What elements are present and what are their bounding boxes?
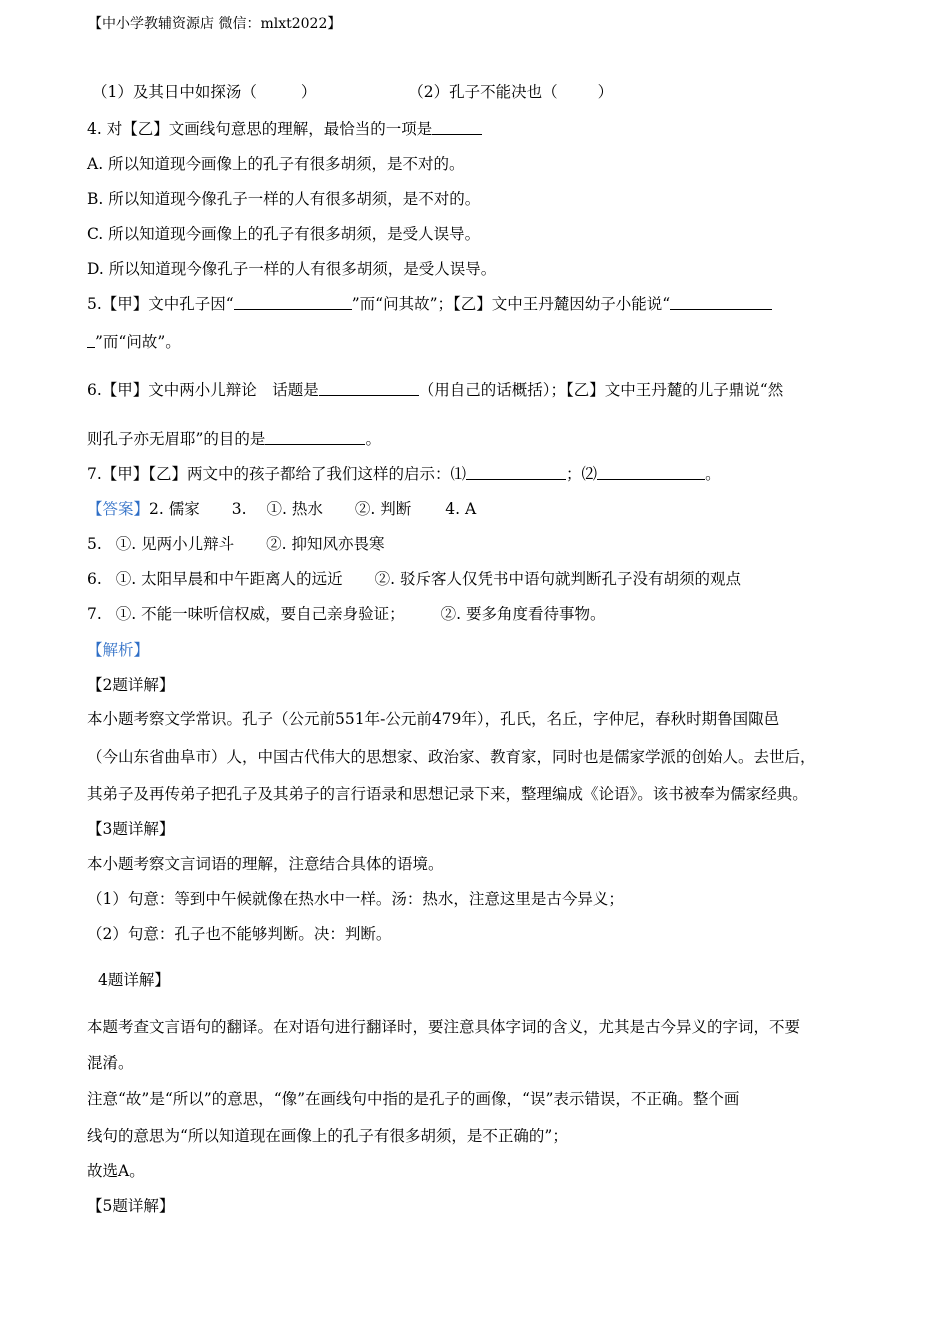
- q2-detail-line: 其弟子及再传弟子把孔子及其弟子的言行语录和思想记录下来，整理编成《论语》。该书被奉为儒家经典。: [87, 785, 808, 803]
- answer-blank: [234, 294, 352, 310]
- answer-tag: 【答案】: [87, 500, 150, 518]
- q5-line-2: ”而“问故”。: [87, 332, 181, 352]
- answer-blank: [670, 294, 772, 310]
- answer-line-4: 7. ①. 不能一味听信权威，要自己亲身验证； ②. 要多角度看待事物。: [87, 605, 606, 623]
- q3-item-1: （1）及其日中如探汤（: [92, 83, 257, 101]
- q5-detail-title: 【5题详解】: [87, 1197, 175, 1215]
- q4-detail-title: 4题详解】: [98, 971, 170, 989]
- q7-line: 7.【甲】【乙】两文中的孩子都给了我们这样的启示：⑴ ；⑵ 。: [87, 465, 721, 483]
- q3-detail-title: 【3题详解】: [87, 820, 175, 838]
- q4-option-c: C. 所以知道现今画像上的孔子有很多胡须，是受人误导。: [87, 225, 481, 243]
- q6-line-1: 6.【甲】文中两小儿辩论 话题是 （用自己的话概括）；【乙】文中王丹麓的儿子鼎说“然: [87, 381, 784, 399]
- page-header: 【中小学教辅资源店 微信：mlxt2022】: [88, 16, 342, 32]
- q5-line-1: 5.【甲】文中孔子因“ ”而“问其故”；【乙】文中王丹麓因幼子小能说“: [87, 294, 772, 314]
- analysis-tag: 【解析】: [87, 641, 150, 659]
- answer-blank: [265, 429, 365, 445]
- q4-detail-line: 混淆。: [87, 1054, 134, 1072]
- q6-line-2: 则孔子亦无眉耶”的目的是 。: [87, 430, 381, 448]
- answer-blank: [87, 332, 95, 348]
- q4-detail-line: 注意“故”是“所以”的意思，“像”在画线句中指的是孔子的画像，“误”表示错误，不正确。整个画: [87, 1090, 740, 1108]
- q4-option-d: D. 所以知道现今像孔子一样的人有很多胡须，是受人误导。: [87, 260, 497, 278]
- answer-line-1: 【答案】2. 儒家 3. ①. 热水 ②. 判断 4. A: [87, 500, 477, 518]
- q4-option-b: B. 所以知道现今像孔子一样的人有很多胡须，是不对的。: [87, 190, 481, 208]
- q3-item-2: （2）孔子不能决也（: [408, 83, 558, 101]
- q3-items: （1）及其日中如探汤（ ） （2）孔子不能决也（ ）: [92, 83, 614, 101]
- answer-blank: [466, 464, 566, 480]
- answer-line-2: 5. ①. 见两小儿辩斗 ②. 抑知风亦畏寒: [87, 535, 385, 553]
- answer-blank: [597, 464, 705, 480]
- answer-blank: [319, 380, 419, 396]
- q2-detail-title: 【2题详解】: [87, 676, 175, 694]
- q4-stem: 4. 对【乙】文画线句意思的理解，最恰当的一项是: [87, 119, 482, 139]
- q4-detail-line: 故选A。: [87, 1162, 145, 1180]
- q2-detail-line: 本小题考察文学常识。孔子（公元前551年-公元前479年），孔氏，名丘，字仲尼，春秋时期鲁国陬邑: [87, 710, 780, 728]
- q2-detail-line: （今山东省曲阜市）人，中国古代伟大的思想家、政治家、教育家，同时也是儒家学派的创始人。去世后，: [87, 748, 816, 766]
- q3-detail-line: （2）句意：孔子也不能够判断。决：判断。: [87, 925, 392, 943]
- q4-detail-line: 本题考查文言语句的翻译。在对语句进行翻译时，要注意具体字词的含义，尤其是古今异义的字词，不要: [87, 1018, 801, 1036]
- answer-line-3: 6. ①. 太阳早晨和中午距离人的远近 ②. 驳斥客人仅凭书中语句就判断孔子没有胡须的观点: [87, 570, 742, 588]
- answer-blank: [432, 119, 482, 135]
- q4-detail-line: 线句的意思为“所以知道现在画像上的孔子有很多胡须，是不正确的”；: [87, 1127, 568, 1145]
- q4-option-a: A. 所以知道现今画像上的孔子有很多胡须，是不对的。: [87, 155, 465, 173]
- q3-detail-line: （1）句意：等到中午候就像在热水中一样。汤：热水，注意这里是古今异义；: [87, 890, 624, 908]
- q3-detail-line: 本小题考察文言词语的理解，注意结合具体的语境。: [87, 855, 444, 873]
